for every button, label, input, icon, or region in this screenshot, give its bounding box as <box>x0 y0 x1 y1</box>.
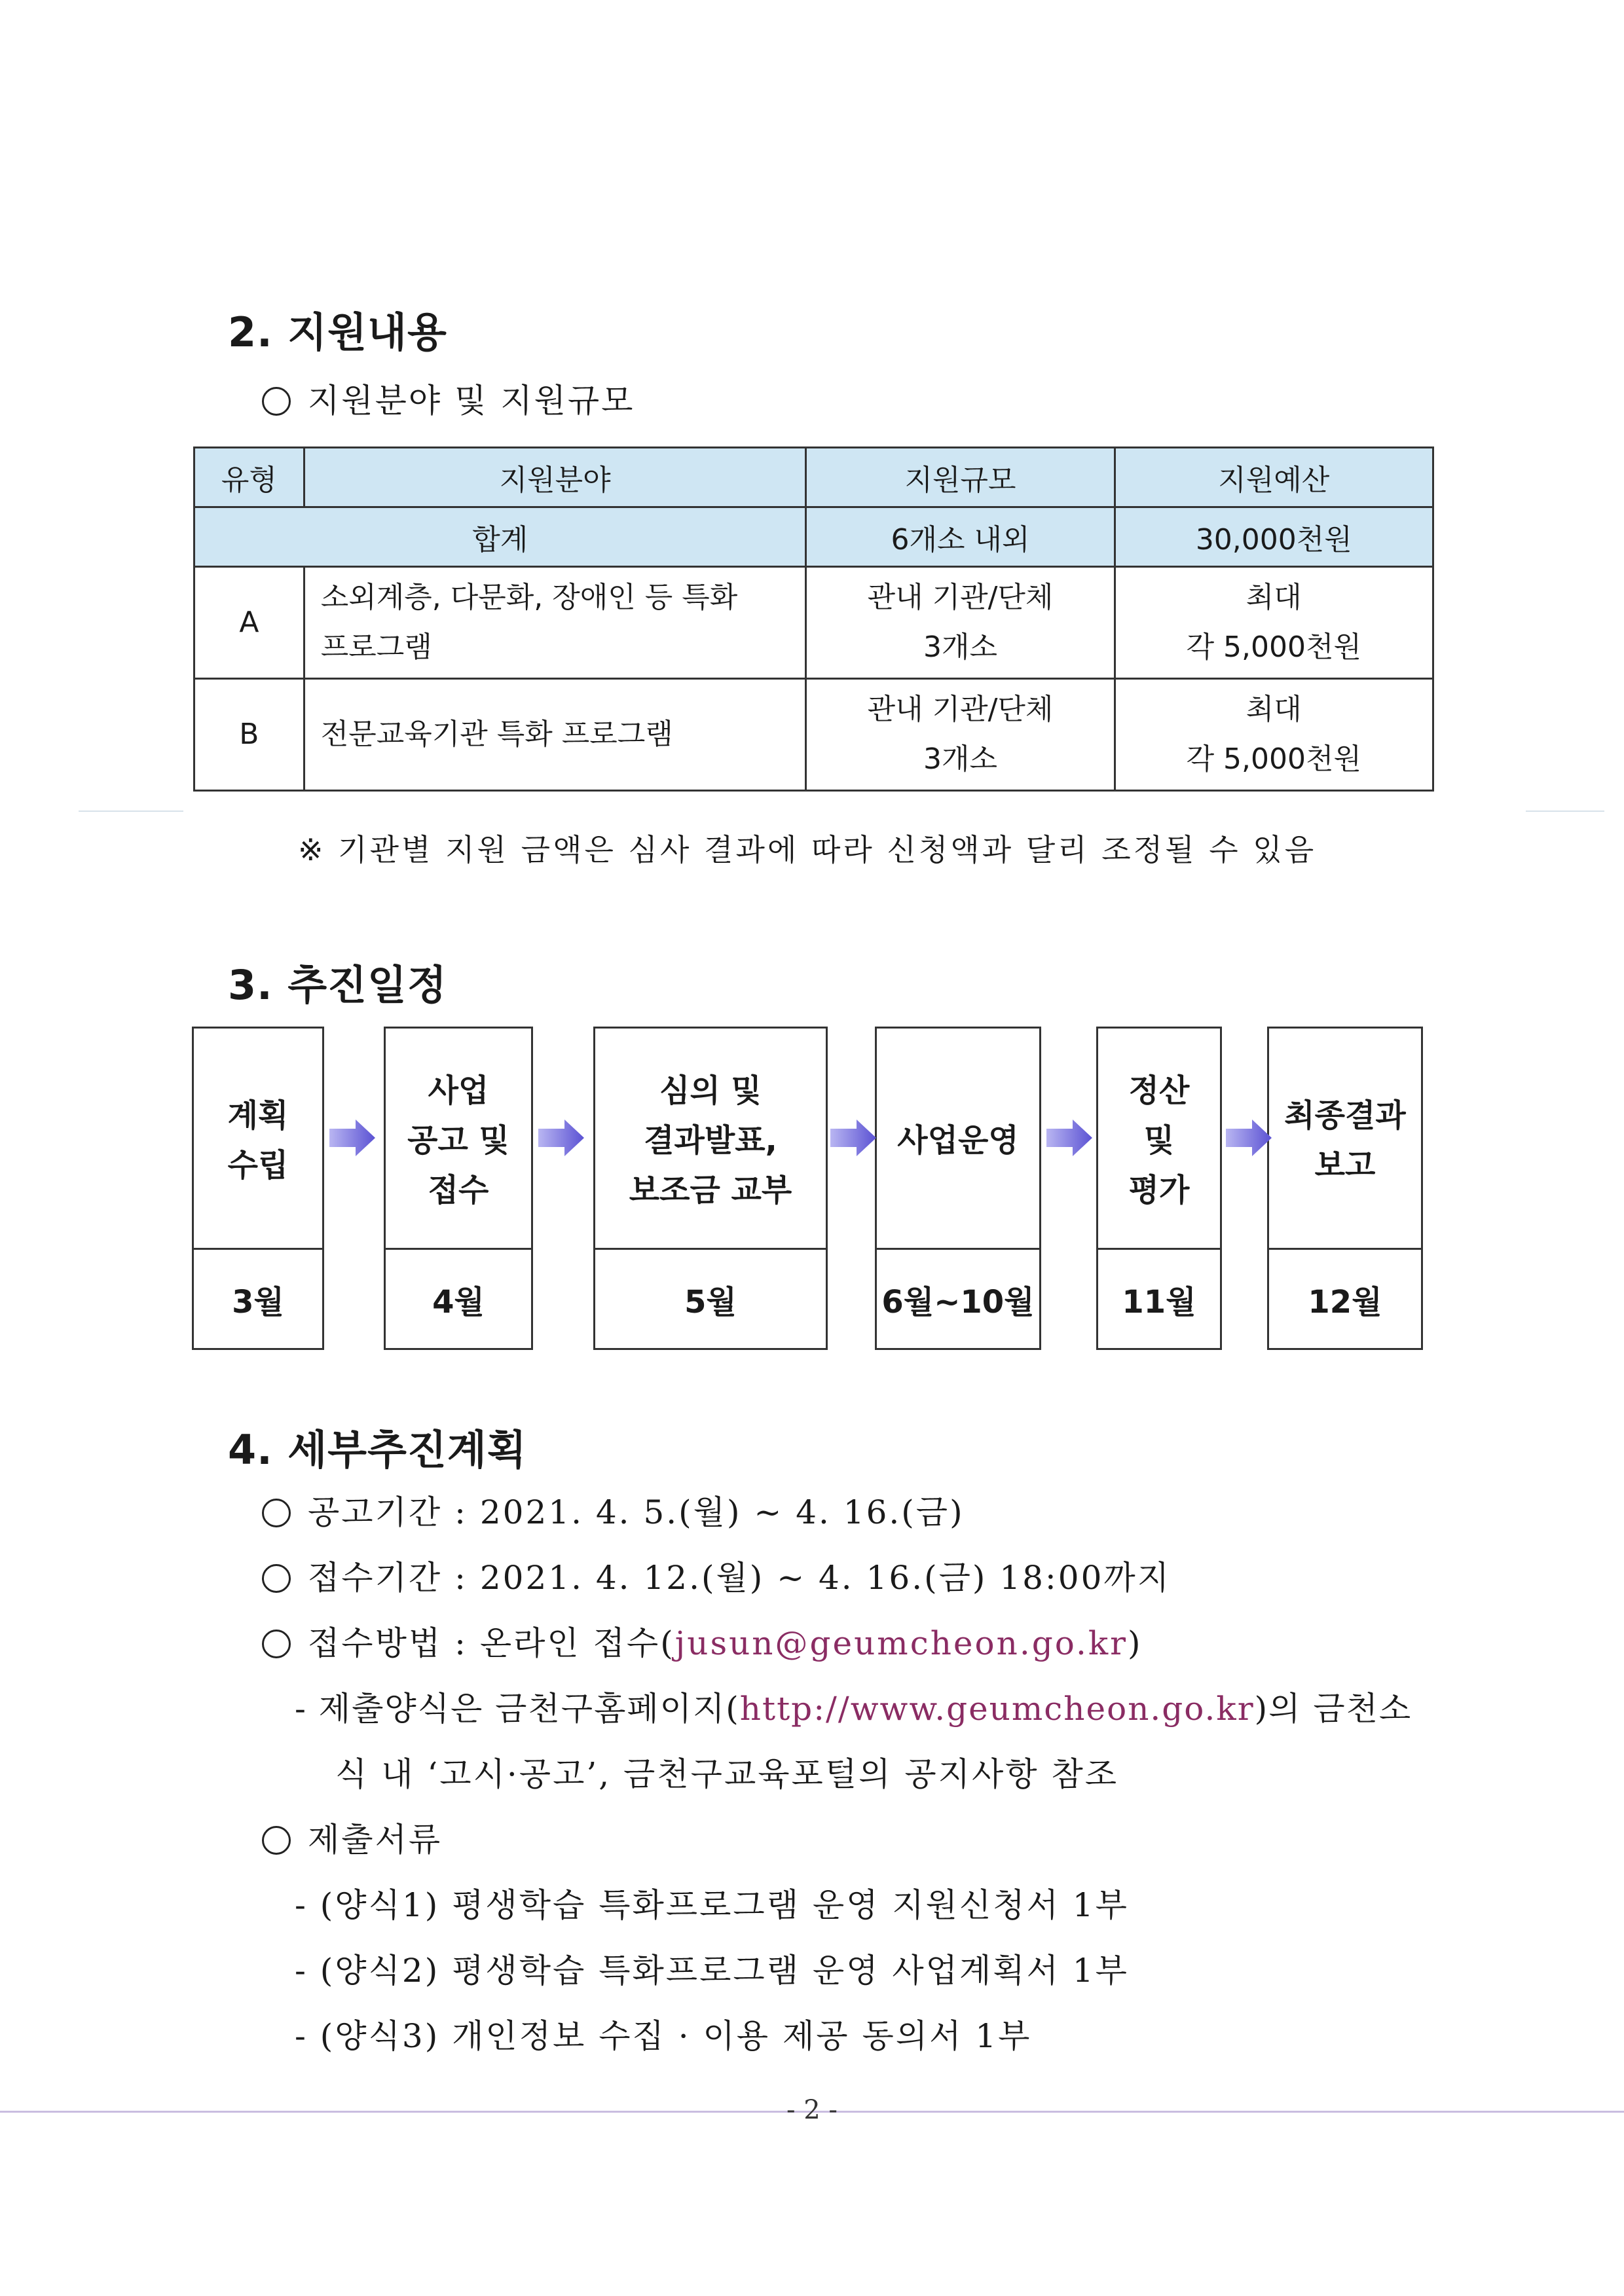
circle-bullet-icon <box>262 1499 291 1527</box>
scan-mark <box>1526 811 1604 812</box>
circle-bullet-icon <box>262 1564 291 1593</box>
row-field-line: 프로그램 <box>320 630 432 664</box>
arrow-right-icon <box>1226 1120 1272 1156</box>
table-row <box>194 567 1433 679</box>
circle-bullet-icon <box>262 1630 291 1658</box>
arrow-right-icon <box>830 1120 876 1156</box>
stage-month: 6월~10월 <box>877 1248 1039 1348</box>
form-prefix: - 제출양식은 금천구홈페이지( <box>295 1690 740 1728</box>
scan-mark <box>79 811 183 812</box>
section-2-subtitle-line <box>262 374 635 422</box>
section-4-title: 4. 세부추진계획 <box>228 1426 527 1474</box>
schedule-stage <box>192 1027 324 1350</box>
row-scale-line: 3개소 <box>923 630 998 664</box>
row-budget <box>1115 567 1433 679</box>
section-2-subtitle: 지원분야 및 지원규모 <box>308 382 635 420</box>
arrow-right-icon <box>1046 1120 1092 1156</box>
form-line-2: 식 내 ‘고시·공고’, 금천구교육포털의 공지사항 참조 <box>335 1755 1119 1793</box>
total-label: 합계 <box>194 507 806 567</box>
header-scale: 지원규모 <box>806 448 1115 507</box>
stage-label: 심의 및 결과발표, 보조금 교부 <box>629 1072 792 1209</box>
row-budget <box>1115 679 1433 791</box>
schedule-stage <box>1267 1027 1423 1350</box>
header-budget: 지원예산 <box>1115 448 1433 507</box>
row-budget-line: 각 5,000천원 <box>1186 742 1362 776</box>
row-scale-line: 3개소 <box>923 742 998 776</box>
receipt-period: 접수기간 : 2021. 4. 12.(월) ~ 4. 16.(금) 18:00까지 <box>308 1559 1171 1597</box>
row-type: B <box>194 679 304 791</box>
schedule-stage <box>875 1027 1041 1350</box>
stage-month: 3월 <box>194 1248 322 1348</box>
stage-label: 정산 및 평가 <box>1128 1072 1190 1209</box>
row-budget-line: 최대 <box>1246 693 1302 726</box>
stage-label: 사업 공고 및 접수 <box>407 1072 509 1209</box>
total-scale: 6개소 내외 <box>806 507 1115 567</box>
receipt-email-link[interactable]: jusun@geumcheon.go.kr <box>674 1624 1128 1662</box>
stage-month: 5월 <box>595 1248 826 1348</box>
row-field <box>304 567 806 679</box>
total-budget: 30,000천원 <box>1115 507 1433 567</box>
table-row <box>194 679 1433 791</box>
arrow-right-icon <box>538 1120 584 1156</box>
row-type: A <box>194 567 304 679</box>
page-number: - 2 - <box>786 2095 838 2125</box>
notice-period: 공고기간 : 2021. 4. 5.(월) ~ 4. 16.(금) <box>308 1493 965 1531</box>
row-field-line: 소외계층, 다문화, 장애인 등 특화 <box>320 581 738 614</box>
stage-label: 계획 수립 <box>227 1097 289 1184</box>
stage-month: 12월 <box>1269 1248 1421 1348</box>
documents-line <box>262 1813 442 1861</box>
notice-period-line <box>262 1486 965 1533</box>
receipt-period-line <box>262 1552 1171 1599</box>
stage-month: 11월 <box>1098 1248 1220 1348</box>
schedule-stage <box>384 1027 533 1350</box>
receipt-method: 접수방법 : 온라인 접수( <box>308 1624 675 1662</box>
table-total-row <box>194 507 1433 567</box>
stage-month: 4월 <box>386 1248 531 1348</box>
row-scale-line: 관내 기관/단체 <box>867 581 1054 614</box>
row-field: 전문교육기관 특화 프로그램 <box>304 679 806 791</box>
row-budget-line: 각 5,000천원 <box>1186 630 1362 664</box>
document-item: - (양식3) 개인정보 수집 · 이용 제공 동의서 1부 <box>295 2017 1032 2055</box>
support-table <box>193 446 1434 792</box>
documents-label: 제출서류 <box>308 1821 443 1859</box>
stage-label: 사업운영 <box>897 1122 1019 1159</box>
document-item: - (양식2) 평생학습 특화프로그램 운영 사업계획서 1부 <box>295 1952 1129 1990</box>
receipt-method-line <box>262 1617 1143 1664</box>
row-scale <box>806 679 1115 791</box>
section-2-title: 2. 지원내용 <box>228 308 447 356</box>
circle-bullet-icon <box>262 1826 291 1855</box>
document-item: - (양식1) 평생학습 특화프로그램 운영 지원신청서 1부 <box>295 1886 1129 1924</box>
homepage-link[interactable]: http://www.geumcheon.go.kr <box>739 1690 1255 1728</box>
section-3-title: 3. 추진일정 <box>228 961 447 1009</box>
receipt-method-end: ) <box>1128 1624 1143 1662</box>
schedule-stage <box>593 1027 828 1350</box>
arrow-right-icon <box>329 1120 375 1156</box>
schedule-stage <box>1096 1027 1222 1350</box>
stage-label: 최종결과 보고 <box>1284 1097 1406 1184</box>
form-suffix: )의 금천소 <box>1254 1690 1412 1728</box>
row-scale-line: 관내 기관/단체 <box>867 693 1054 726</box>
table-header-row <box>194 448 1433 507</box>
circle-bullet-icon <box>262 387 291 416</box>
row-scale <box>806 567 1115 679</box>
header-type: 유형 <box>194 448 304 507</box>
form-line-1 <box>295 1683 1412 1730</box>
row-budget-line: 최대 <box>1246 581 1302 614</box>
support-note: ※ 기관별 지원 금액은 심사 결과에 따라 신청액과 달리 조정될 수 있음 <box>298 832 1317 867</box>
header-field: 지원분야 <box>304 448 806 507</box>
